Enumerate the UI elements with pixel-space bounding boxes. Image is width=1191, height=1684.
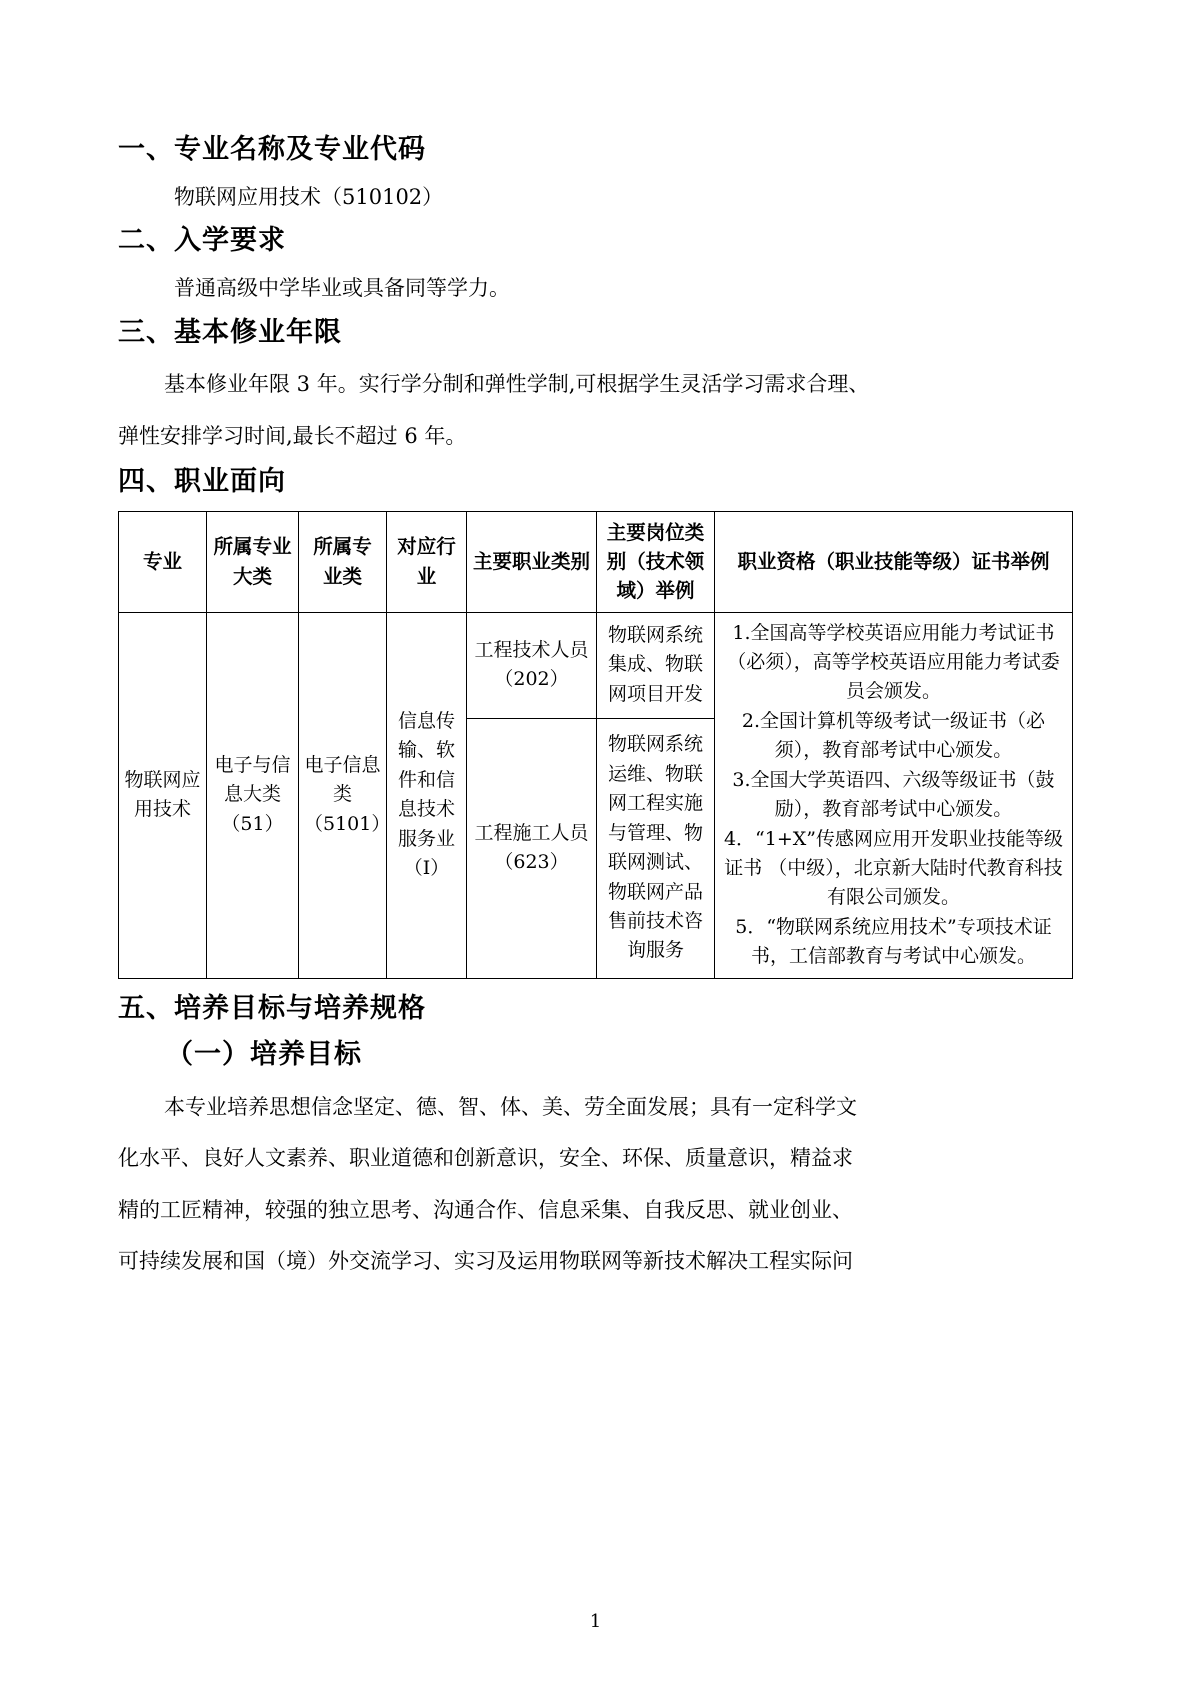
table-header-industry: 对应行业 <box>387 511 467 612</box>
table-header-row <box>119 511 1073 612</box>
section-heading-4: 四、职业面向 <box>118 466 286 498</box>
table-header-major: 专业 <box>119 511 207 612</box>
certificate-item: 3.全国大学英语四、六级等级证书（鼓励），教育部考试中心颁发。 <box>732 768 1055 821</box>
table-header-major-category: 所属专业大类 <box>207 511 299 612</box>
page-content <box>118 130 1073 1288</box>
cell-major-category: 电子与信息大类（51） <box>207 612 299 978</box>
section-heading-3: 三、基本修业年限 <box>118 316 342 348</box>
section-heading-1: 一、专业名称及专业代码 <box>118 134 426 165</box>
cell-major: 物联网应用技术 <box>119 612 207 978</box>
career-orientation-table <box>118 511 1073 979</box>
page-number: 1 <box>589 1611 602 1632</box>
table-header-certificates: 职业资格（职业技能等级）证书举例 <box>715 511 1073 612</box>
subsection-heading-5-1: （一）培养目标 <box>166 1039 362 1071</box>
section-5-paragraph-line-1: 本专业培养思想信念坚定、德、智、体、美、劳全面发展；具有一定科学文 <box>164 1094 857 1119</box>
section-3-paragraph-line-2: 弹性安排学习时间,最长不超过 6 年。 <box>118 423 467 448</box>
cell-post-2: 物联网系统运维、物联网工程实施与管理、物联网测试、物联网产品售前技术咨询服务 <box>597 718 715 978</box>
cell-occupation-1: 工程技术人员 （202） <box>467 612 597 718</box>
table-header-post: 主要岗位类别（技术领域）举例 <box>597 511 715 612</box>
section-5-paragraph-line-4: 可持续发展和国（境）外交流学习、实习及运用物联网等新技术解决工程实际问 <box>118 1249 853 1274</box>
cell-industry: 信息传输、软件和信息技术服务业（Ⅰ） <box>387 612 467 978</box>
certificate-item: 2.全国计算机等级考试一级证书（必须），教育部考试中心颁发。 <box>741 709 1046 762</box>
section-1-paragraph: 物联网应用技术（510102） <box>174 184 444 209</box>
certificate-item: 4．“1+X”传感网应用开发职业技能等级证书 （中级），北京新大陆时代教育科技有限公司颁发。 <box>723 827 1064 909</box>
section-3-paragraph-line-1: 基本修业年限 3 年。实行学分制和弹性学制,可根据学生灵活学习需求合理、 <box>164 372 870 397</box>
table-row <box>119 612 1073 718</box>
section-heading-5: 五、培养目标与培养规格 <box>118 992 426 1024</box>
table-header-specialty-category: 所属专业类 <box>299 511 387 612</box>
table-header-occupation: 主要职业类别 <box>467 511 597 612</box>
cell-occupation-2: 工程施工人员 （623） <box>467 718 597 978</box>
cell-certificates <box>715 612 1073 978</box>
section-5-paragraph-line-2: 化水平、良好人文素养、职业道德和创新意识，安全、环保、质量意识，精益求 <box>118 1146 853 1171</box>
certificate-item: 5．“物联网系统应用技术”专项技术证书，工信部教育与考试中心颁发。 <box>735 915 1052 968</box>
section-2-paragraph: 普通高级中学毕业或具备同等学力。 <box>174 275 510 300</box>
certificate-item: 1.全国高等学校英语应用能力考试证书（必须），高等学校英语应用能力考试委员会颁发。 <box>727 621 1060 703</box>
section-heading-2: 二、入学要求 <box>118 225 286 257</box>
section-5-paragraph-line-3: 精的工匠精神，较强的独立思考、沟通合作、信息采集、自我反思、就业创业、 <box>118 1197 853 1222</box>
cell-post-1: 物联网系统集成、物联网项目开发 <box>597 612 715 718</box>
cell-specialty-category: 电子信息类（5101） <box>299 612 387 978</box>
